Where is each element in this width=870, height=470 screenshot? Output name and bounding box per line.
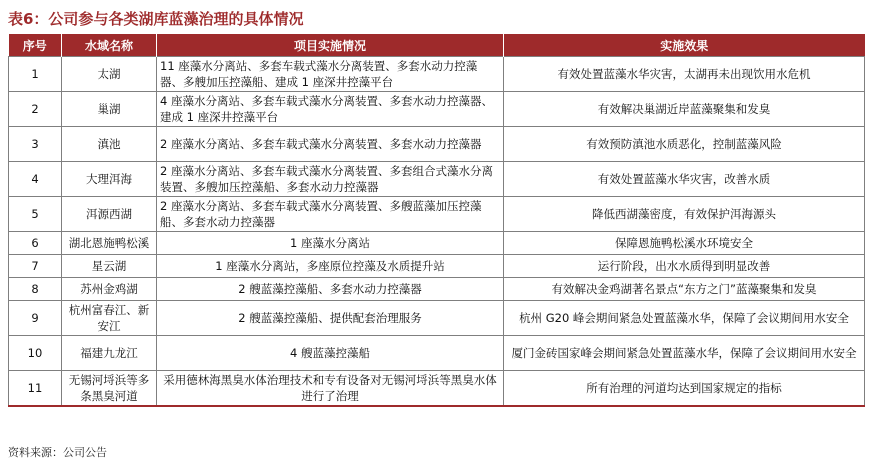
cell-no: 4 [9,162,62,197]
cell-effect: 有效预防滇池水质恶化，控制蓝藻风险 [504,127,865,162]
cell-no: 10 [9,336,62,371]
table-row [9,197,865,232]
cell-effect: 有效处置蓝藻水华灾害，太湖再未出现饮用水危机 [504,57,865,92]
cell-name: 湖北恩施鸭松溪 [62,232,157,255]
cell-name: 杭州富春江、新安江 [62,301,157,336]
cell-effect: 保障恩施鸭松溪水环境安全 [504,232,865,255]
cell-no: 8 [9,278,62,301]
table-row [9,301,865,336]
cell-effect: 有效解决金鸡湖著名景点“东方之门”蓝藻聚集和发臭 [504,278,865,301]
cell-name: 洱源西湖 [62,197,157,232]
table-row [9,57,865,92]
cell-no: 11 [9,371,62,407]
cell-name: 滇池 [62,127,157,162]
cell-effect: 运行阶段，出水水质得到明显改善 [504,255,865,278]
cell-effect: 所有治理的河道均达到国家规定的指标 [504,371,865,407]
cell-no: 5 [9,197,62,232]
table-row [9,371,865,407]
table-row [9,232,865,255]
cell-name: 星云湖 [62,255,157,278]
source-note: 资料来源：公司公告 [8,446,107,459]
cell-no: 2 [9,92,62,127]
table-row [9,127,865,162]
table-row [9,255,865,278]
header-project: 项目实施情况 [157,34,504,57]
cell-name: 太湖 [62,57,157,92]
cell-no: 6 [9,232,62,255]
cell-name: 苏州金鸡湖 [62,278,157,301]
cell-no: 7 [9,255,62,278]
header-row [9,34,865,57]
cell-no: 9 [9,301,62,336]
table-row [9,162,865,197]
governance-table [8,34,865,407]
cell-name: 巢湖 [62,92,157,127]
cell-project: 2 艘蓝藻控藻船、提供配套治理服务 [157,301,504,336]
table-row [9,336,865,371]
table-title: 表6：公司参与各类湖库蓝藻治理的具体情况 [8,10,304,28]
header-no: 序号 [9,34,62,57]
cell-effect: 有效处置蓝藻水华灾害，改善水质 [504,162,865,197]
table-row [9,278,865,301]
cell-project: 2 座藻水分离站、多套车载式藻水分离装置、多艘蓝藻加压控藻船、多套水动力控藻器 [157,197,504,232]
cell-project: 2 艘蓝藻控藻船、多套水动力控藻器 [157,278,504,301]
cell-project: 1 座藻水分离站 [157,232,504,255]
cell-project: 4 座藻水分离站、多套车载式藻水分离装置、多套水动力控藻器、建成 1 座深井控藻平台 [157,92,504,127]
cell-effect: 降低西湖藻密度，有效保护洱海源头 [504,197,865,232]
cell-project: 2 座藻水分离站、多套车载式藻水分离装置、多套组合式藻水分离装置、多艘加压控藻船、多套水动力控藻器 [157,162,504,197]
cell-project: 1 座藻水分离站，多座原位控藻及水质提升站 [157,255,504,278]
cell-name: 无锡河埒浜等多条黑臭河道 [62,371,157,407]
cell-name: 福建九龙江 [62,336,157,371]
cell-project: 4 艘蓝藻控藻船 [157,336,504,371]
cell-name: 大理洱海 [62,162,157,197]
cell-no: 3 [9,127,62,162]
cell-project: 2 座藻水分离站、多套车载式藻水分离装置、多套水动力控藻器 [157,127,504,162]
table-row [9,92,865,127]
header-name: 水域名称 [62,34,157,57]
cell-project: 采用德林海黑臭水体治理技术和专有设备对无锡河埒浜等黑臭水体进行了治理 [157,371,504,407]
cell-no: 1 [9,57,62,92]
header-effect: 实施效果 [504,34,865,57]
cell-effect: 杭州 G20 峰会期间紧急处置蓝藻水华，保障了会议期间用水安全 [504,301,865,336]
cell-effect: 有效解决巢湖近岸蓝藻聚集和发臭 [504,92,865,127]
cell-project: 11 座藻水分离站、多套车载式藻水分离装置、多套水动力控藻器、多艘加压控藻船、建成 1 座深井控藻平台 [157,57,504,92]
cell-effect: 厦门金砖国家峰会期间紧急处置蓝藻水华，保障了会议期间用水安全 [504,336,865,371]
